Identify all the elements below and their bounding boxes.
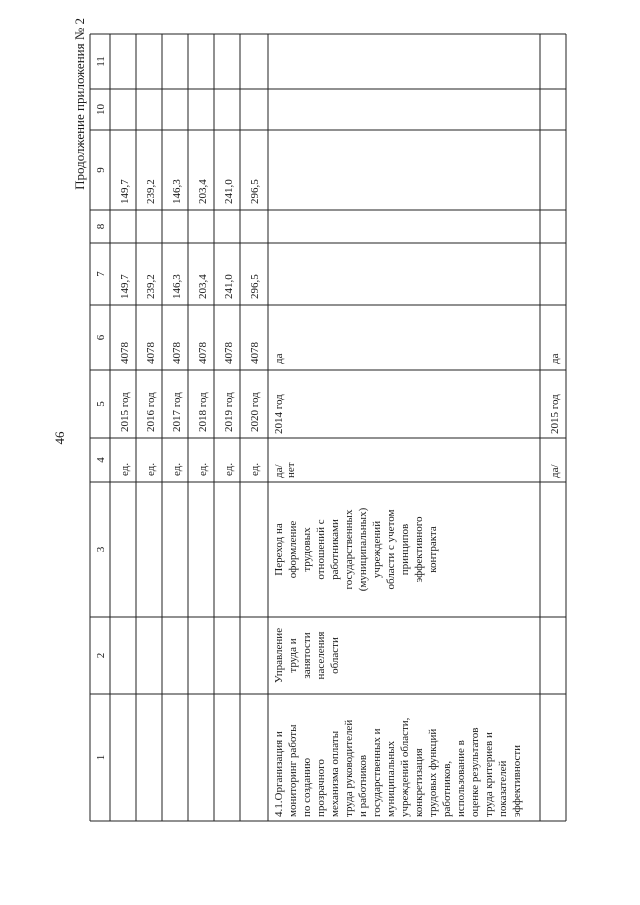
indicator-line: оформление xyxy=(287,520,299,579)
cell-year: 2017 год xyxy=(171,392,183,432)
cell-code: 4078 xyxy=(119,342,131,364)
executor-line: занятости xyxy=(301,632,313,679)
activity-line: муниципальных xyxy=(385,740,397,817)
cell-value-7: 239,2 xyxy=(145,274,157,299)
cell-value-9: 146,3 xyxy=(171,179,183,204)
activity-line: работников, xyxy=(441,760,453,817)
column-header-7: 7 xyxy=(95,271,107,277)
continuation-header: Продолжение приложения № 2 xyxy=(72,18,87,190)
activity-line: показателей xyxy=(497,760,509,817)
activity-line: трудовых функций xyxy=(427,728,439,817)
indicator-line: принципов xyxy=(399,523,411,576)
column-header-2: 2 xyxy=(95,652,107,659)
activity-line: 4.1.Организация и xyxy=(273,731,285,817)
main-value: да xyxy=(273,353,285,364)
indicator-line: (муниципальных) xyxy=(357,507,369,592)
executor-line: Управление xyxy=(273,627,285,684)
cell-value-9: 239,2 xyxy=(145,179,157,204)
column-header-9: 9 xyxy=(95,167,107,173)
main-unit: да/ xyxy=(273,464,285,478)
indicator-line: государственных xyxy=(343,509,355,590)
cell-unit: ед. xyxy=(171,462,183,476)
cell-unit: ед. xyxy=(145,462,157,476)
activity-line: труда руководителей xyxy=(343,719,355,817)
executor-line: труда и xyxy=(287,638,299,673)
cell-code: 4078 xyxy=(197,342,209,364)
cell-year: 2016 год xyxy=(145,392,157,432)
cell-code: 4078 xyxy=(223,342,235,364)
cell-value-7: 296,5 xyxy=(249,274,261,299)
activity-line: конкретизация xyxy=(413,748,425,817)
cell-unit: ед. xyxy=(197,462,209,476)
last-year: 2015 год xyxy=(549,394,561,434)
cell-code: 4078 xyxy=(145,342,157,364)
page-number: 46 xyxy=(52,431,67,445)
column-header-6: 6 xyxy=(95,334,107,341)
column-header-8: 8 xyxy=(95,223,107,230)
indicator-line: отношений с xyxy=(315,519,327,580)
column-header-3: 3 xyxy=(95,546,107,553)
indicator-line: учреждений xyxy=(371,520,383,579)
cell-value-9: 203,4 xyxy=(197,179,209,204)
cell-value-9: 149,7 xyxy=(119,179,131,204)
activity-line: государственных и xyxy=(371,728,383,817)
indicator-line: эффективного xyxy=(413,516,425,583)
indicator-line: контракта xyxy=(427,526,439,573)
indicator-line: трудовых xyxy=(301,527,313,572)
cell-unit: ед. xyxy=(119,462,131,476)
last-unit: да/ xyxy=(549,464,561,478)
indicator-line: работниками xyxy=(329,519,341,580)
column-header-4: 4 xyxy=(95,457,107,463)
main-unit: нет xyxy=(285,462,297,478)
main-year: 2014 год xyxy=(273,394,285,434)
column-header-5: 5 xyxy=(95,401,107,407)
cell-value-9: 296,5 xyxy=(249,179,261,204)
cell-year: 2018 год xyxy=(197,392,209,432)
cell-code: 4078 xyxy=(249,342,261,364)
cell-unit: ед. xyxy=(249,462,261,476)
cell-code: 4078 xyxy=(171,342,183,364)
cell-value-9: 241,0 xyxy=(223,179,235,204)
column-header-11: 11 xyxy=(95,56,107,67)
column-header-10: 10 xyxy=(95,104,107,115)
last-value: да xyxy=(549,353,561,364)
activity-line: эффективности xyxy=(511,744,523,817)
activity-line: труда критериев и xyxy=(483,732,495,817)
activity-line: и работников xyxy=(357,754,369,817)
indicator-line: области с учетом xyxy=(385,509,397,590)
cell-value-7: 146,3 xyxy=(171,274,183,299)
activity-line: оценке результатов xyxy=(469,727,481,817)
cell-unit: ед. xyxy=(223,462,235,476)
column-header-1: 1 xyxy=(95,754,107,761)
cell-year: 2015 год xyxy=(119,392,131,432)
cell-value-7: 241,0 xyxy=(223,274,235,299)
executor-line: населения xyxy=(315,631,327,680)
activity-line: использование в xyxy=(455,740,467,817)
executor-line: области xyxy=(329,637,341,674)
activity-line: прозрачного xyxy=(315,759,327,817)
cell-year: 2019 год xyxy=(223,392,235,432)
cell-year: 2020 год xyxy=(249,392,261,432)
activity-line: учреждений области, xyxy=(399,717,411,817)
indicator-line: Переход на xyxy=(273,523,285,576)
activity-line: по созданию xyxy=(301,757,313,817)
cell-value-7: 149,7 xyxy=(119,274,131,299)
cell-value-7: 203,4 xyxy=(197,274,209,299)
activity-line: мониторинг работы xyxy=(287,724,299,817)
activity-line: механизма оплаты xyxy=(329,730,341,817)
